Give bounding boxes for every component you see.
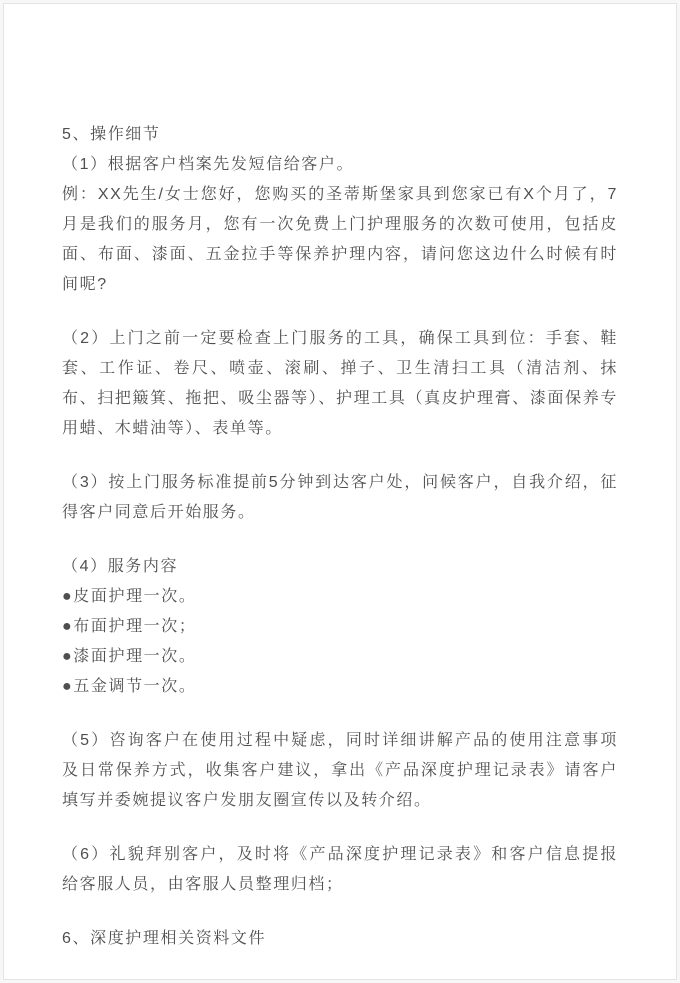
step-1-text: （1）根据客户档案先发短信给客户。 <box>62 156 355 173</box>
step-6-text: （6）礼貌拜别客户，及时将《产品深度护理记录表》和客户信息提报给客服人员，由客服人员整理归档； <box>62 846 618 893</box>
step-5-text: （5）咨询客户在使用过程中疑虑，同时详细讲解产品的使用注意事项及日常保养方式，收集客户建议，拿出《产品深度护理记录表》请客户填写并委婉提议客户发朋友圈宣传以及转介绍。 <box>62 732 618 809</box>
section-6-heading: 6、深度护理相关资料文件 <box>62 930 267 947</box>
step-4-heading: （4）服务内容 <box>62 558 179 575</box>
service-item-leather: ●皮面护理一次。 <box>62 588 197 605</box>
service-item-fabric: ●布面护理一次； <box>62 618 197 635</box>
step-3-text: （3）按上门服务标准提前5分钟到达客户处，问候客户，自我介绍，征得客户同意后开始服务。 <box>62 474 618 521</box>
document-page <box>3 3 677 980</box>
service-item-paint: ●漆面护理一次。 <box>62 648 197 665</box>
document-content <box>4 4 676 954</box>
section-5-heading: 5、操作细节 <box>62 126 161 143</box>
step-1-sms-example: 例：XX先生/女士您好，您购买的圣蒂斯堡家具到您家已有X个月了，7月是我们的服务月，您有一次免费上门护理服务的次数可使用，包括皮面、布面、漆面、五金拉手等保养护理内容，请问您这边什么时候有时间呢? <box>62 186 618 293</box>
service-item-hardware: ●五金调节一次。 <box>62 678 197 695</box>
step-2-text: （2）上门之前一定要检查上门服务的工具，确保工具到位：手套、鞋套、工作证、卷尺、喷壶、滚刷、掸子、卫生清扫工具（清洁剂、抹布、扫把簸箕、拖把、吸尘器等）、护理工具（真皮护理膏、漆面保养专用蜡、木蜡油等）、表单等。 <box>62 330 618 437</box>
